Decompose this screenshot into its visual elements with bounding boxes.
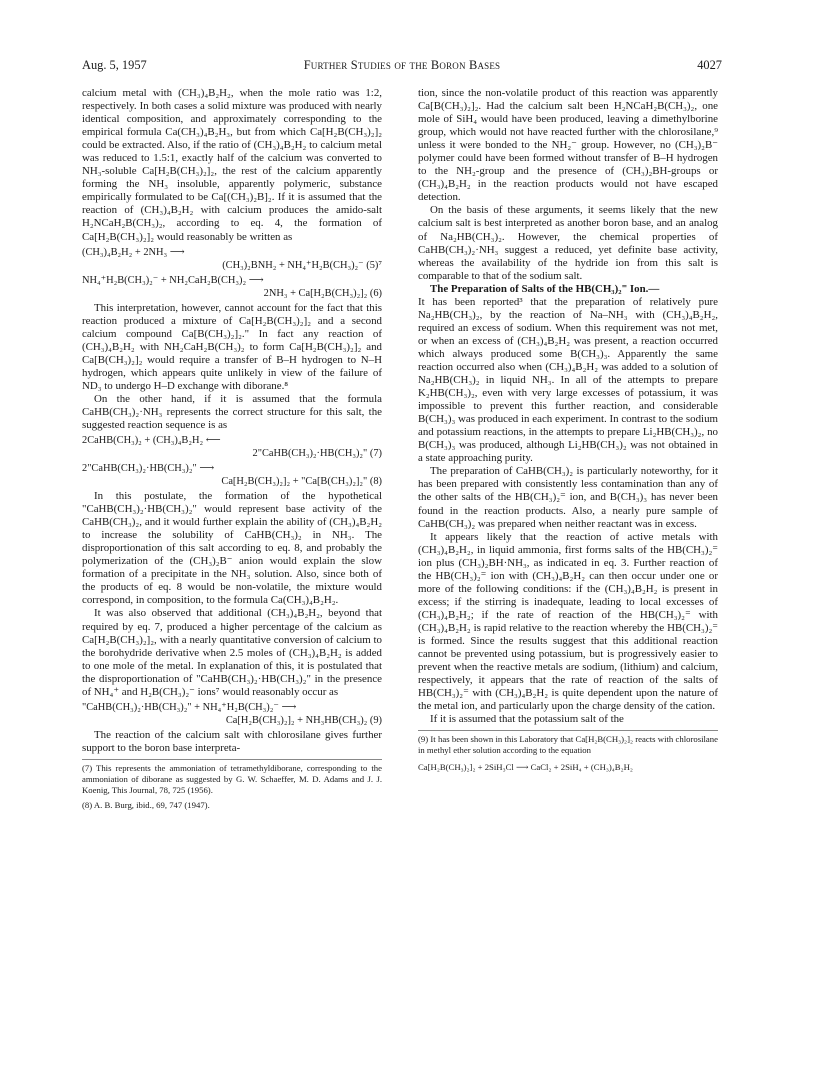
paragraph: On the other hand, if it is assumed that the formula CaHB(CH₃)₂·NH₃ represents the correct structure for this salt, the suggested reaction sequence is as	[82, 392, 382, 431]
equation-9	[82, 701, 382, 727]
section-heading: The Preparation of Salts of the HB(CH₃)₂⁼ Ion.—	[430, 282, 660, 295]
equation-7	[82, 434, 382, 460]
equation-line: (CH₃)₂BNH₂ + NH₄⁺H₂B(CH₃)₂⁻ (5)⁷	[222, 259, 382, 271]
equation-line: 2CaHB(CH₃)₂ + (CH₃)₄B₂H₂ ⟵	[82, 435, 221, 447]
paragraph: calcium metal with (CH₃)₄B₂H₂, when the mole ratio was 1:2, respectively. In both cases a solid mixture was produced with nearly identical composition, and approximately corresponding to the empirical formula Ca(CH₃)₄B₂H₃, but from which Ca[H₂B(CH₃)₂]₂ could be extracted. Also, if the ratio of (CH₃)₄B₂H₂ to calcium metal was reduced to 1.5:1, exactly half of the calcium was converted to NH₃-soluble Ca[H₂B(CH₃)₂]₂, the rest of the calcium apparently forming the NH₃ insoluble, apparently polymeric, substance empirically formulated to be Ca[(CH₃)₂B]₂. If it is assumed that the reaction of (CH₃)₄B₂H₂ with calcium produces the amido-salt H₂NCaH₂B(CH₃)₂, according to eq. 4, the formation of Ca[H₂B(CH₃)₂]₂ would reasonably be written as	[82, 87, 382, 243]
footnote-9-equation: Ca[H₂B(CH₃)₂]₂ + 2SiH₃Cl ⟶ CaCl₂ + 2SiH₄ + (CH₃)₄B₂H₂	[418, 762, 633, 773]
paragraph: If it is assumed that the potassium salt of the	[430, 713, 624, 726]
paragraph: tion, since the non-volatile product of this reaction was apparently Ca[B(CH₃)₂]₂. Had the calcium salt been H₂NCaH₂B(CH₃)₂, one mole of SiH₄ would have been produced, leaving a dimethylborine group, which would not have reacted further with the chlorosilane,⁹ unless it were bonded to the NH₂⁻ group. However, no (CH₃)₂B⁻ polymer could have been formed without transfer of B–H hydrogen to the NH₂-group and the presence of (CH₃)₂BH-groups or (CH₃)₄B₂H₂ in the reaction products would not have escaped detection.	[418, 87, 718, 204]
page-header	[82, 58, 722, 74]
paragraph: On the basis of these arguments, it seems likely that the new calcium salt is best interpreted as another boron base, and an analog of Na₂HB(CH₃)₂. However, the chemical properties of CaHB(CH₃)₂·NH₃ suggest a reduced, yet definite base activity, whereas the availability of the hydride ion from this salt is comparable to that of the sodium salt.	[418, 204, 718, 282]
paragraph: It appears likely that the reaction of active metals with (CH₃)₄B₂H₂, in liquid ammonia, first forms salts of the HB(CH₃)₂⁼ ion plus (CH₃)₂BH·NH₃, as indicated in eq. 3. Further reaction of the HB(CH₃)₂⁼ ion with (CH₃)₄B₂H₂ can then occur under one or more of the following conditions: if the (CH₃)₄B₂H₂ is present in excess; if the stirring is inadequate, leading to local excesses of (CH₃)₄B₂H₂; if the rate of reaction of the HB(CH₃)₂⁼ with (CH₃)₄B₂H₂ is rapid relative to the reaction whereby the HB(CH₃)₂⁼ is formed. Since the results suggest that this additional reaction cannot be prevented using potassium, but is progressively easier to prevent when the reactive metals are sodium, (lithium) and calcium, respectively, it appears that the rate of reaction of the salts of HB(CH₃)₂⁼ with (CH₃)₄B₂H₂ is quite dependent upon the nature of the metal ion, and particularly upon the charge density of the cation.	[418, 530, 718, 713]
footnote-8: (8) A. B. Burg, ibid., 69, 747 (1947).	[82, 799, 210, 810]
paragraph: The preparation of CaHB(CH₃)₂ is particularly noteworthy, for it has been prepared with consistently less contamination than any of the other salts of the HB(CH₃)₂⁼ ion, and B(CH₃)₃ has never been found in the reaction products. Also, a nearly pure sample of CaHB(CH₃)₂ was prepared when neither reactant was in excess.	[418, 465, 718, 530]
paragraph: This interpretation, however, cannot account for the fact that this reaction produced a mixture of Ca[H₂B(CH₃)₂]₂ and a second calcium compound Ca[B(CH₃)₂]₂." In fact any reaction of (CH₃)₄B₂H₂ with NH₂CaH₂B(CH₃)₂ to form Ca[H₂B(CH₃)₂]₂ and Ca[B(CH₃)₂]₂ would require a transfer of B–H hydrogen to N–H hydrogen, which appears quite unlikely in view of the failure of ND₃ to undergo H–D exchange with diborane.⁸	[82, 301, 382, 392]
equation-line: 2NH₃ + Ca[H₂B(CH₃)₂]₂ (6)	[263, 287, 382, 299]
left-column	[82, 87, 382, 811]
right-column	[418, 87, 718, 773]
paragraph: In this postulate, the formation of the hypothetical "CaHB(CH₃)₂·HB(CH₃)₂" would represent base activity of the CaHB(CH₃)₂, and it would further explain the ability of (CH₃)₄B₂H₂ to increase the solubility of CaHB(CH₃)₂ in NH₃. The disproportionation of this salt according to eq. 8, and probably the polymerization of the (CH₃)₂B⁻ anion would explain the slow formation of a precipitate in the NH₃ solution. Also, since both of the products of eq. 8 would be non-volatile, the mixture would correspond, in composition, to the formula Ca(CH₃)₄B₂H₂.	[82, 490, 382, 607]
equation-line: 2"CaHB(CH₃)₂·HB(CH₃)₂" ⟶	[82, 463, 215, 475]
paragraph: The reaction of the calcium salt with chlorosilane gives further support to the boron base interpreta-	[82, 728, 382, 754]
equation-8	[82, 462, 382, 488]
paragraph: It was also observed that additional (CH₃)₄B₂H₂, beyond that required by eq. 7, produced a higher percentage of the calcium as Ca[H₂B(CH₃)₂]₂, with a nearly quantitative conversion of calcium to the borohydride derivative when 2.5 moles of (CH₃)₄B₂H₂ is added to one mole of the metal. In explanation of this, it is postulated that the disproportionation of "CaHB(CH₃)₂·HB(CH₃)₂" in the presence of NH₄⁺ and H₂B(CH₃)₂⁻ ions⁷ would reasonably occur as	[82, 607, 382, 698]
equation-line: (CH₃)₄B₂H₂ + 2NH₃ ⟶	[82, 246, 185, 258]
issue-date: Aug. 5, 1957	[82, 58, 147, 72]
equation-line: 2"CaHB(CH₃)₂·HB(CH₃)₂" (7)	[252, 448, 382, 460]
equation-6	[82, 274, 382, 300]
footnote-7: (7) This represents the ammoniation of tetramethyldiborane, corresponding to the ammoniation of diborane as suggested by G. W. Schaeffer, M. D. Adams and J. J. Koenig, This Journal, 78, 725 (1956).	[82, 759, 382, 796]
page-number: 4027	[697, 58, 722, 72]
paragraph: It has been reported³ that the preparation of relatively pure Na₂HB(CH₃)₂, by the reaction of Na–NH₃ with (CH₃)₄B₂H₂, required an excess of sodium. When this requirement was not met, or when an excess of (CH₃)₄B₂H₂ was present, a reaction occurred which always produced some B(CH₃)₃. Apparently the same reaction occurred also when (CH₃)₄B₂H₂ was added to a solution of Na₂HB(CH₃)₂ in liquid NH₃. In all of the attempts to prepare K₂HB(CH₃)₂, even with very large excesses of potassium, it was impossible to prevent this further reaction, and considerable B(CH₃)₃ was produced in each experiment. In contrast to the sodium and potassium reactions, in the attempts to prepare Li₂HB(CH₃)₂, no B(CH₃)₃ was produced, although Li₂HB(CH₃)₂ was not obtained in a state approaching purity.	[418, 295, 718, 465]
section-paragraph	[418, 283, 718, 296]
footnote-9: (9) It has been shown in this Laboratory that Ca[H₂B(CH₃)₂]₂ reacts with chlorosilane in methyl ether solution according to the equation	[418, 730, 718, 756]
equation-line: NH₄⁺H₂B(CH₃)₂⁻ + NH₂CaH₂B(CH₃)₂ ⟶	[82, 274, 264, 286]
equation-line: "CaHB(CH₃)₂·HB(CH₃)₂" + NH₄⁺H₂B(CH₃)₂⁻ ⟶	[82, 701, 297, 713]
running-title: Further Studies of the Boron Bases	[303, 58, 501, 72]
equation-line: Ca[H₂B(CH₃)₂]₂ + NH₃HB(CH₃)₂ (9)	[225, 714, 382, 726]
equation-5	[82, 246, 382, 272]
equation-line: Ca[H₂B(CH₃)₂]₂ + "Ca[B(CH₃)₂]₂" (8)	[221, 476, 382, 488]
